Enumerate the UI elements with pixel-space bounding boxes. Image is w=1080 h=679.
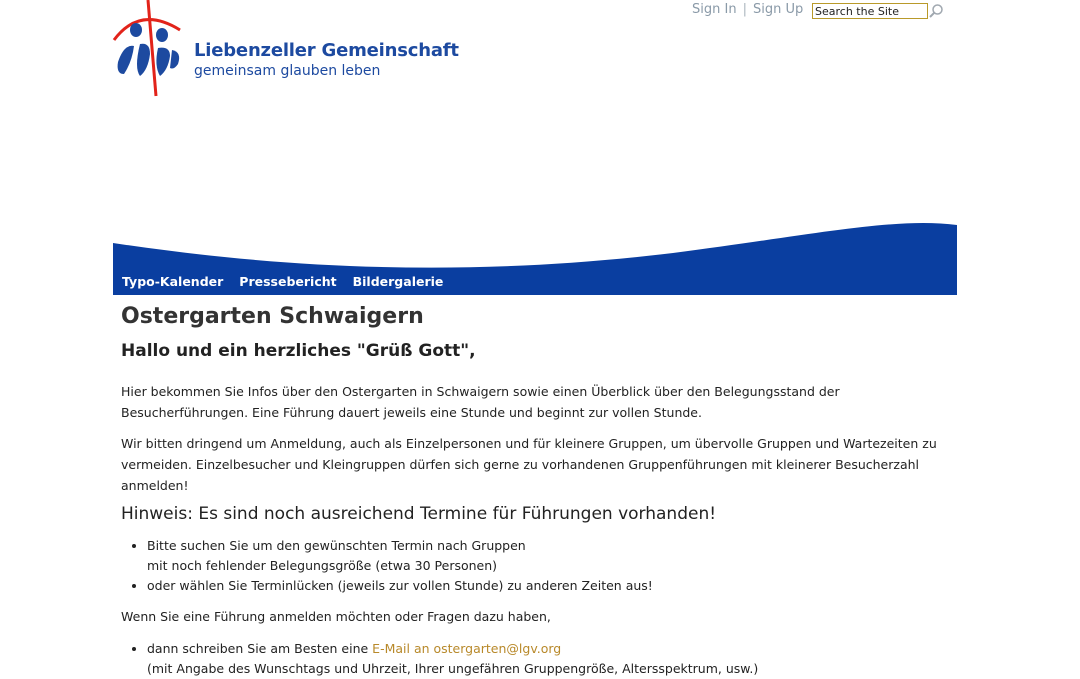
- search-input[interactable]: [812, 3, 928, 19]
- brand-tagline: gemeinsam glauben leben: [194, 63, 381, 79]
- intro-paragraph: Hier bekommen Sie Infos über den Ostergarten in Schwaigern sowie einen Überblick über den Belegungsstand der Besucherführungen. Eine Führung dauert jeweils eine Stunde und beginnt zur vollen Stunde.: [121, 384, 840, 420]
- contact-list: [121, 639, 951, 679]
- account-links: [692, 2, 803, 17]
- site-logo[interactable]: [110, 0, 459, 100]
- tip-line-2: mit noch fehlender Belegungsgröße (etwa 30 Personen): [147, 558, 498, 573]
- contact-intro: Wenn Sie eine Führung anmelden möchten oder Fragen dazu haben,: [121, 609, 551, 624]
- registration-paragraph: Wir bitten dringend um Anmeldung, auch als Einzelpersonen und für kleinere Gruppen, um übervolle Gruppen und Wartezeiten zu vermeiden. Einzelbesucher und Kleingruppen dürfen sich gerne zu vorhandenen Gruppenführungen mit kleinerer Besucherzahl anmelden!: [121, 436, 937, 493]
- main-content: [121, 300, 951, 679]
- list-item: [147, 639, 951, 679]
- sign-up-link[interactable]: Sign Up: [752, 2, 804, 17]
- contact-detail: (mit Angabe des Wunschtags und Uhrzeit, Ihrer ungefähren Gruppengröße, Altersspektrum, usw.): [147, 661, 759, 676]
- main-nav: [113, 274, 443, 294]
- nav-item-pressebericht[interactable]: Pressebericht: [239, 274, 337, 289]
- page-title: Ostergarten Schwaigern: [121, 304, 424, 329]
- list-item: • oder wählen Sie Terminlücken (jeweils zur vollen Stunde) zu anderen Zeiten aus!: [147, 576, 951, 596]
- tip-line-1: Bitte suchen Sie um den gewünschten Termin nach Gruppen: [147, 538, 526, 553]
- magnifier-icon[interactable]: [928, 3, 944, 19]
- sign-in-link[interactable]: Sign In: [692, 2, 737, 17]
- logo-emblem-icon: [110, 0, 190, 100]
- list-item: [147, 536, 951, 576]
- email-link[interactable]: E-Mail an ostergarten@lgv.org: [372, 641, 562, 656]
- greeting-heading: Hallo und ein herzliches "Grüß Gott",: [121, 341, 476, 361]
- brand-name: Liebenzeller Gemeinschaft: [194, 40, 459, 61]
- notice-heading: Hinweis: Es sind noch ausreichend Termine für Führungen vorhanden!: [121, 504, 717, 524]
- nav-item-bildergalerie[interactable]: Bildergalerie: [352, 274, 444, 289]
- link-separator: |: [742, 2, 747, 17]
- nav-item-typo-kalender[interactable]: Typo-Kalender: [122, 274, 224, 289]
- booking-tips-list: [121, 536, 951, 596]
- contact-prefix: dann schreiben Sie am Besten eine: [147, 641, 373, 656]
